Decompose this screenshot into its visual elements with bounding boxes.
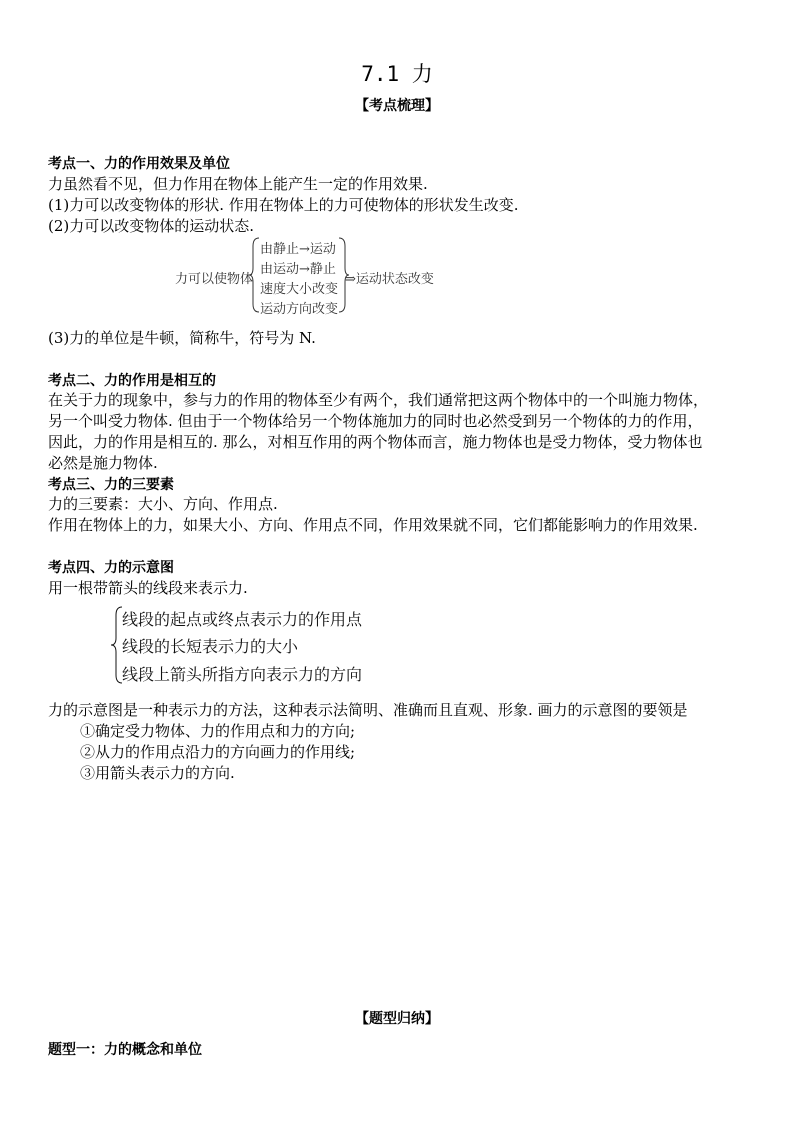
- point4-intro: 用一根带箭头的线段来表示力.: [48, 579, 248, 597]
- point4-bracket-line-2: 线段的长短表示力的大小: [122, 637, 299, 656]
- point2-line-4: 必然是施力物体.: [48, 454, 158, 472]
- point3-heading: 考点三、力的三要素: [48, 477, 174, 493]
- diagram-left-label: 力可以使物体: [175, 272, 254, 287]
- point2-line-1: 在关于力的现象中，参与力的作用的物体至少有两个，我们通常把这两个物体中的一个叫施力物体，: [48, 391, 709, 409]
- point4-bracket-line-1: 线段的起点或终点表示力的作用点: [122, 610, 363, 629]
- type1-heading: 题型一：力的概念和单位: [48, 1042, 202, 1058]
- point4-description: 力的示意图是一种表示力的方法，这种表示法简明、准确而且直观、形象. 画力的示意图的要领是: [48, 701, 688, 719]
- point4-step-3: ③用箭头表示力的方向.: [80, 764, 235, 782]
- point3-line-2: 作用在物体上的力，如果大小、方向、作用点不同，作用效果就不同，它们都能影响力的作用效果.: [48, 516, 698, 534]
- diagram-case-4: 运动方向改变: [260, 302, 339, 317]
- point4-bracket-line-3: 线段上箭头所指方向表示力的方向: [122, 665, 363, 684]
- point2-line-3: 因此，力的作用是相互的. 那么，对相互作用的两个物体而言，施力物体也是受力物体，受力物体也: [48, 433, 703, 451]
- point4-step-1: ①确定受力物体、力的作用点和力的方向;: [80, 722, 356, 740]
- point3-line-1: 力的三要素：大小、方向、作用点.: [48, 495, 278, 513]
- point2-heading: 考点二、力的作用是相互的: [48, 373, 216, 389]
- diagram-result: ⇒运动状态改变: [345, 272, 434, 287]
- page-title: 7.1 力: [361, 62, 433, 86]
- section-heading-key-points: 【考点梳理】: [355, 98, 439, 114]
- point2-line-2: 另一个叫受力物体. 但由于一个物体给另一个物体施加力的同时也必然受到另一个物体的力的作用，: [48, 412, 703, 430]
- point1-item1: (1)力可以改变物体的形状. 作用在物体上的力可使物体的形状发生改变.: [48, 196, 519, 214]
- point1-intro: 力虽然看不见，但力作用在物体上能产生一定的作用效果.: [48, 175, 428, 193]
- point1-item2: (2)力可以改变物体的运动状态.: [48, 217, 255, 235]
- diagram-case-1: 由静止→运动: [260, 242, 336, 257]
- diagram-case-3: 速度大小改变: [260, 282, 339, 297]
- section-heading-question-types: 【题型归纳】: [355, 1011, 439, 1027]
- point1-item3: (3)力的单位是牛顿，简称牛，符号为 N.: [48, 329, 316, 347]
- point4-heading: 考点四、力的示意图: [48, 560, 174, 576]
- diagram-case-2: 由运动→静止: [260, 262, 336, 277]
- point1-heading: 考点一、力的作用效果及单位: [48, 156, 230, 172]
- point4-step-2: ②从力的作用点沿力的方向画力的作用线;: [80, 743, 356, 761]
